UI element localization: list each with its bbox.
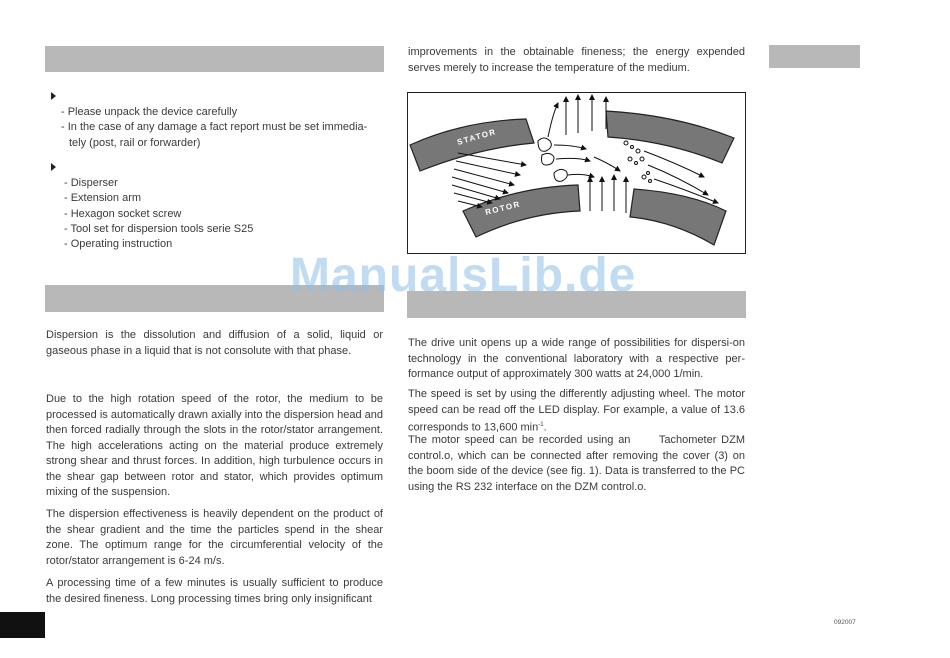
- paragraph-speed-setting: [408, 387, 745, 436]
- lower-upward-arrows: [590, 175, 626, 213]
- paragraph-processing-time: [46, 576, 383, 607]
- list-item: - Hexagon socket screw: [64, 207, 182, 220]
- list-item: - Disperser: [64, 177, 118, 189]
- list-item: - Tool set for dispersion tools serie S25: [64, 222, 254, 235]
- page-corner-block: [0, 612, 45, 638]
- list-item: - In the case of any damage a fact report must be set immedia-: [61, 121, 368, 134]
- paragraph-text: The motor speed can be recorded using an Tachometer DZM control.o, which can be connected after removing the cover (3) on the boom side of the device (see fig. 1). Data is transferred to the PC using the RS 232 interface on the DZM control.o.: [408, 434, 749, 493]
- paragraph-text: improvements in the obtainable fineness; the energy expended serves merely to increase the temperature of the medium.: [408, 46, 745, 74]
- document-code: 092007: [834, 619, 856, 626]
- paragraph-drive-unit: [408, 336, 745, 383]
- list-item: - Operating instruction: [64, 238, 173, 251]
- rotor-left-segment: [463, 185, 580, 237]
- stator-right-segment: [606, 111, 734, 163]
- paragraph-text: The drive unit opens up a wide range of possibilities for dispersi-on technology in the conventional laboratory with a respective per-formance output of approximately 300 watts at 24,000 1/min.: [408, 337, 745, 380]
- paragraph-tachometer: [408, 433, 749, 495]
- upward-arrows: [548, 95, 606, 137]
- paragraph-dispersion-definition: [46, 328, 383, 359]
- bullet-arrow-icon: [51, 92, 56, 100]
- side-tab-bar: [769, 45, 860, 68]
- list-item: tely (post, rail or forwarder): [69, 136, 201, 149]
- paragraph-text: A processing time of a few minutes is usually sufficient to produce the desired fineness. Long processing times bring only insignificant: [46, 577, 383, 605]
- paragraph-intro-continued: [408, 45, 745, 76]
- stator-label: STATOR: [456, 127, 498, 147]
- paragraph-text: Due to the high rotation speed of the rotor, the medium to be processed is automatically drawn axially into the dispersion head and then forced radially through the slots in the rotor/stator arrangement. The high accelerations acting on the material produce extremely strong shear and thrust forces. In addition, high turbulence occurs in the shear gap between rotor and stator, which provides optimum mixing of the suspension.: [46, 393, 383, 498]
- watermark-text: ManualsLib.de: [290, 249, 637, 302]
- section-header-bar-unpacking: [45, 46, 384, 72]
- bullet-arrow-icon: [51, 163, 56, 171]
- rotor-right-segment: [630, 189, 726, 245]
- list-item: - Extension arm: [64, 192, 142, 205]
- unpacking-list: [61, 105, 386, 151]
- paragraph-effectiveness: [46, 507, 383, 569]
- paragraph-text: The dispersion effectiveness is heavily dependent on the product of the shear gradient and the time the particles spend in the shear zone. The optimum range for the circumferential velocity of the rotor/stator arrangement is 6-24 m/s.: [46, 508, 383, 567]
- paragraph-rotor-speed: [46, 392, 383, 501]
- paragraph-text-end: .: [543, 421, 547, 434]
- rotor-label: ROTOR: [484, 199, 522, 217]
- paragraph-text: [408, 387, 745, 436]
- superscript-unit: -1: [538, 422, 544, 428]
- paragraph-text: Dispersion is the dissolution and diffusion of a solid, liquid or gaseous phase in a liquid that is not consolute with that phase.: [46, 329, 383, 357]
- delivery-list: [64, 176, 384, 252]
- rotor-stator-diagram: [407, 92, 746, 254]
- rotor-stator-svg: [408, 93, 745, 253]
- paragraph-text-part: The speed is set by using the differently adjusting wheel. The motor speed can be read off the LED display. For example, a value of 13.6 corresponds to 13,600 min: [408, 388, 745, 434]
- list-item: - Please unpack the device carefully: [61, 106, 238, 118]
